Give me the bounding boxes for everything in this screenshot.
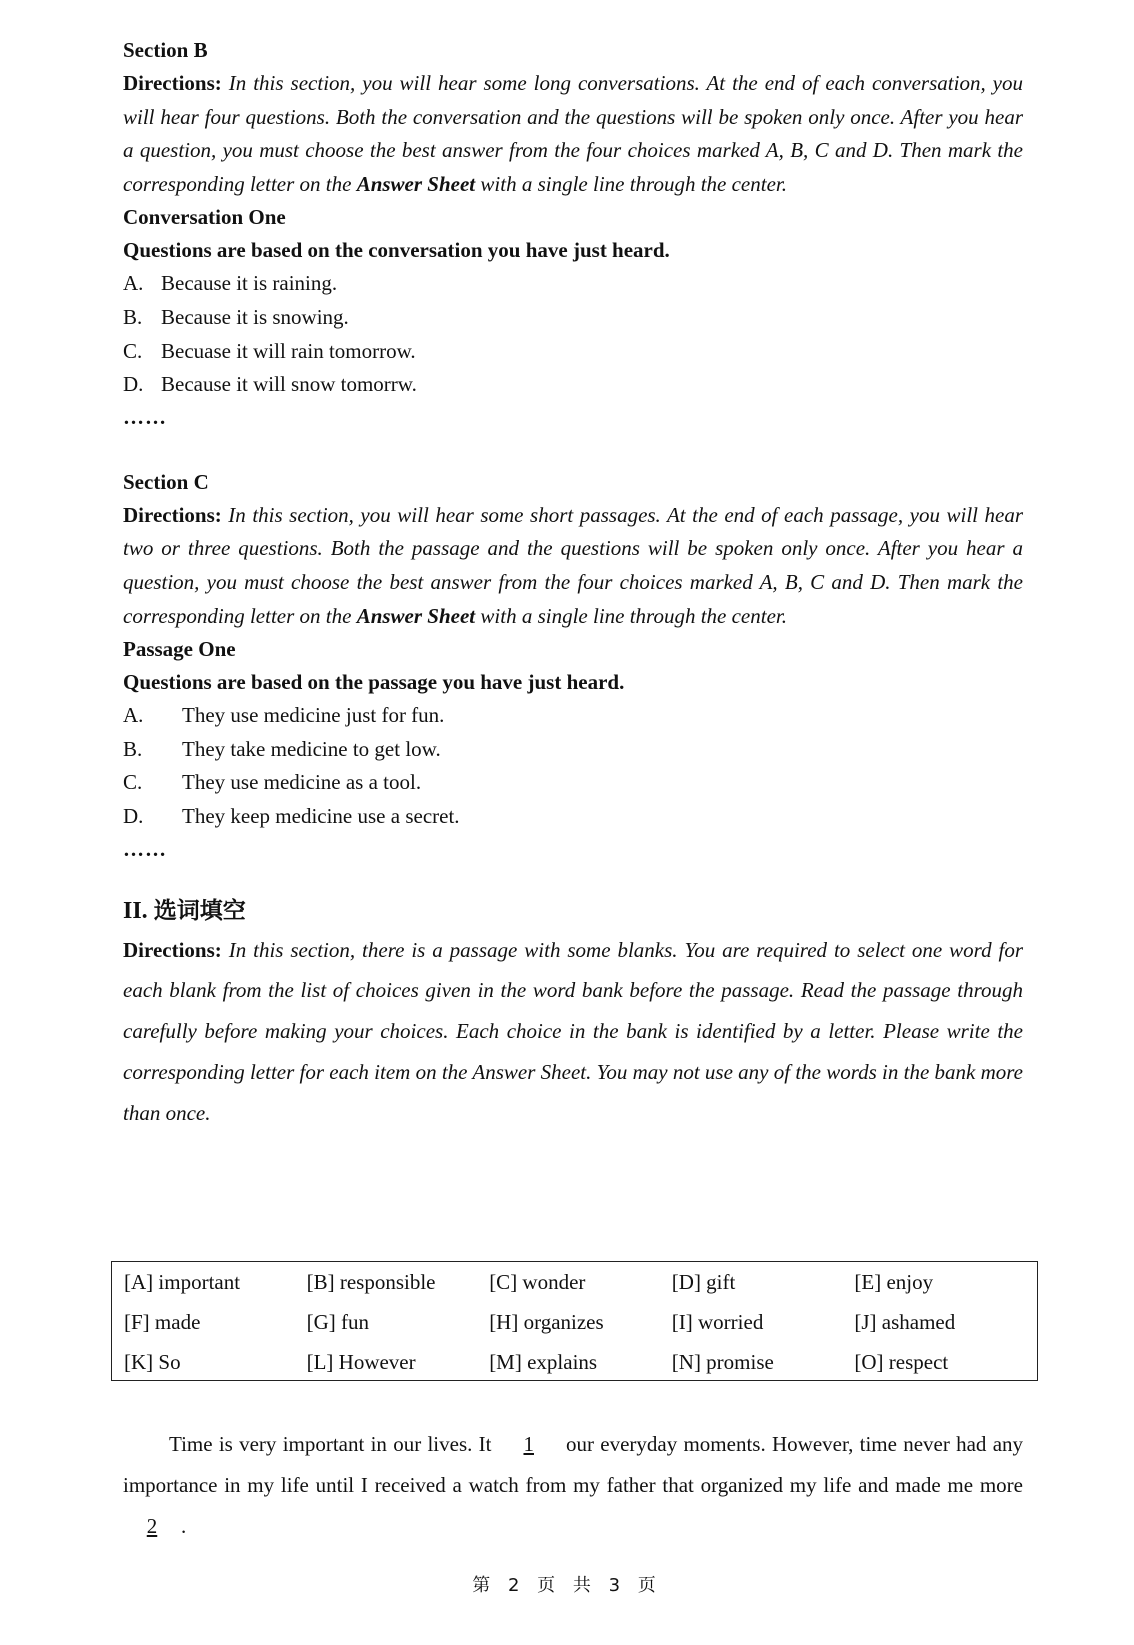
word-bank-cell: [C] wonder — [489, 1270, 586, 1294]
passage-text: . — [181, 1514, 187, 1538]
section-c-title: Section C — [123, 469, 209, 494]
option-b: B. Because it is snowing. — [123, 304, 349, 329]
option-a: A. Because it is raining. — [123, 271, 338, 296]
answer-sheet-label: Answer Sheet — [356, 603, 476, 628]
word-bank-cell: [N] promise — [671, 1350, 774, 1374]
option-a: A. They use medicine just for fun. — [123, 703, 445, 728]
directions-text-end: with a single line through the center. — [480, 603, 787, 628]
directions-label: Directions: — [123, 937, 222, 962]
passage-text: Time is very important in our lives. It — [169, 1432, 492, 1456]
word-bank-cell: [J] ashamed — [854, 1310, 956, 1334]
word-bank-cell: [E] enjoy — [854, 1270, 934, 1294]
conversation-title: Conversation One — [123, 205, 286, 230]
word-bank-cell: [D] gift — [671, 1270, 736, 1294]
part-two-heading — [123, 892, 1023, 930]
directions-label: Directions: — [123, 71, 222, 95]
directions-text: In this section, you will hear some short passages. At the end of each passage, you will hear two or three questions. Both the passage and the questions will be spoken only once. After you hear a question, you must choose the best answer from the four choices marked A, B, C and D. Then mark the corresponding letter on the — [123, 502, 1024, 628]
word-bank-row — [112, 1342, 1037, 1382]
option-c: C. Becuase it will rain tomorrow. — [123, 338, 416, 363]
directions-label: Directions: — [123, 502, 222, 527]
ellipsis: …… — [123, 836, 167, 861]
option-c: C. They use medicine as a tool. — [123, 770, 422, 795]
word-bank-cell: [F] made — [124, 1310, 201, 1334]
blank-2: 2 — [146, 1514, 158, 1538]
section-c-directions — [123, 499, 1023, 633]
word-bank-table — [111, 1261, 1038, 1381]
option-d: D. Because it will snow tomorrw. — [123, 372, 417, 397]
part-title: 选词填空 — [153, 897, 246, 924]
word-bank-cell: [H] organizes — [489, 1310, 604, 1334]
word-bank-row — [112, 1262, 1037, 1302]
directions-text: In this section, there is a passage with some blanks. You are required to select one word for each blank from the list of choices given in the word bank before the passage. Read the passage through carefully before making your choices. Each choice in the bank is identified by a letter. Please write the corresponding letter for each item on the Answer Sheet. You may not use any of the words in the bank more than once. — [123, 937, 1024, 1125]
page-number-footer: 第 2 页 共 3 页 — [472, 1575, 662, 1596]
passage-title: Passage One — [123, 637, 236, 662]
part-numeral: II. — [123, 897, 148, 924]
word-bank-row — [112, 1302, 1037, 1342]
word-bank-cell: [I] worried — [671, 1310, 764, 1334]
directions-text-end: with a single line through the center. — [480, 171, 787, 196]
word-bank-cell: [O] respect — [854, 1350, 949, 1374]
cloze-passage — [123, 1424, 1023, 1547]
section-b-title: Section B — [123, 38, 208, 62]
section-b-directions — [123, 67, 1023, 201]
option-b: B. They take medicine to get low. — [123, 736, 441, 761]
option-d: D. They keep medicine use a secret. — [123, 803, 460, 828]
ellipsis: …… — [123, 404, 167, 429]
answer-sheet-label: Answer Sheet — [356, 171, 476, 196]
word-bank-cell: [B] responsible — [306, 1270, 436, 1294]
word-bank-cell: [K] So — [124, 1350, 181, 1374]
blank-1: 1 — [523, 1432, 534, 1456]
word-bank-cell: [A] important — [124, 1270, 241, 1294]
questions-note: Questions are based on the passage you have just heard. — [123, 670, 625, 695]
questions-note: Questions are based on the conversation you have just heard. — [123, 238, 670, 263]
part-two-directions — [123, 930, 1023, 1134]
word-bank-cell: [G] fun — [306, 1310, 369, 1334]
page-content — [123, 34, 1023, 1133]
word-bank-cell: [L] However — [306, 1350, 416, 1374]
word-bank-cell: [M] explains — [489, 1350, 598, 1374]
passage-text: our everyday moments. However, time never had any importance in my life until I received a watch from my father that organized my life and made me more — [123, 1432, 1024, 1497]
directions-text: In this section, you will hear some long conversations. At the end of each conversation, you will hear four questions. Both the conversation and the questions will be spoken only once. After you hear a question, you must choose the best answer from the four choices marked A, B, C and D. Then mark the corresponding letter on the — [123, 71, 1023, 196]
